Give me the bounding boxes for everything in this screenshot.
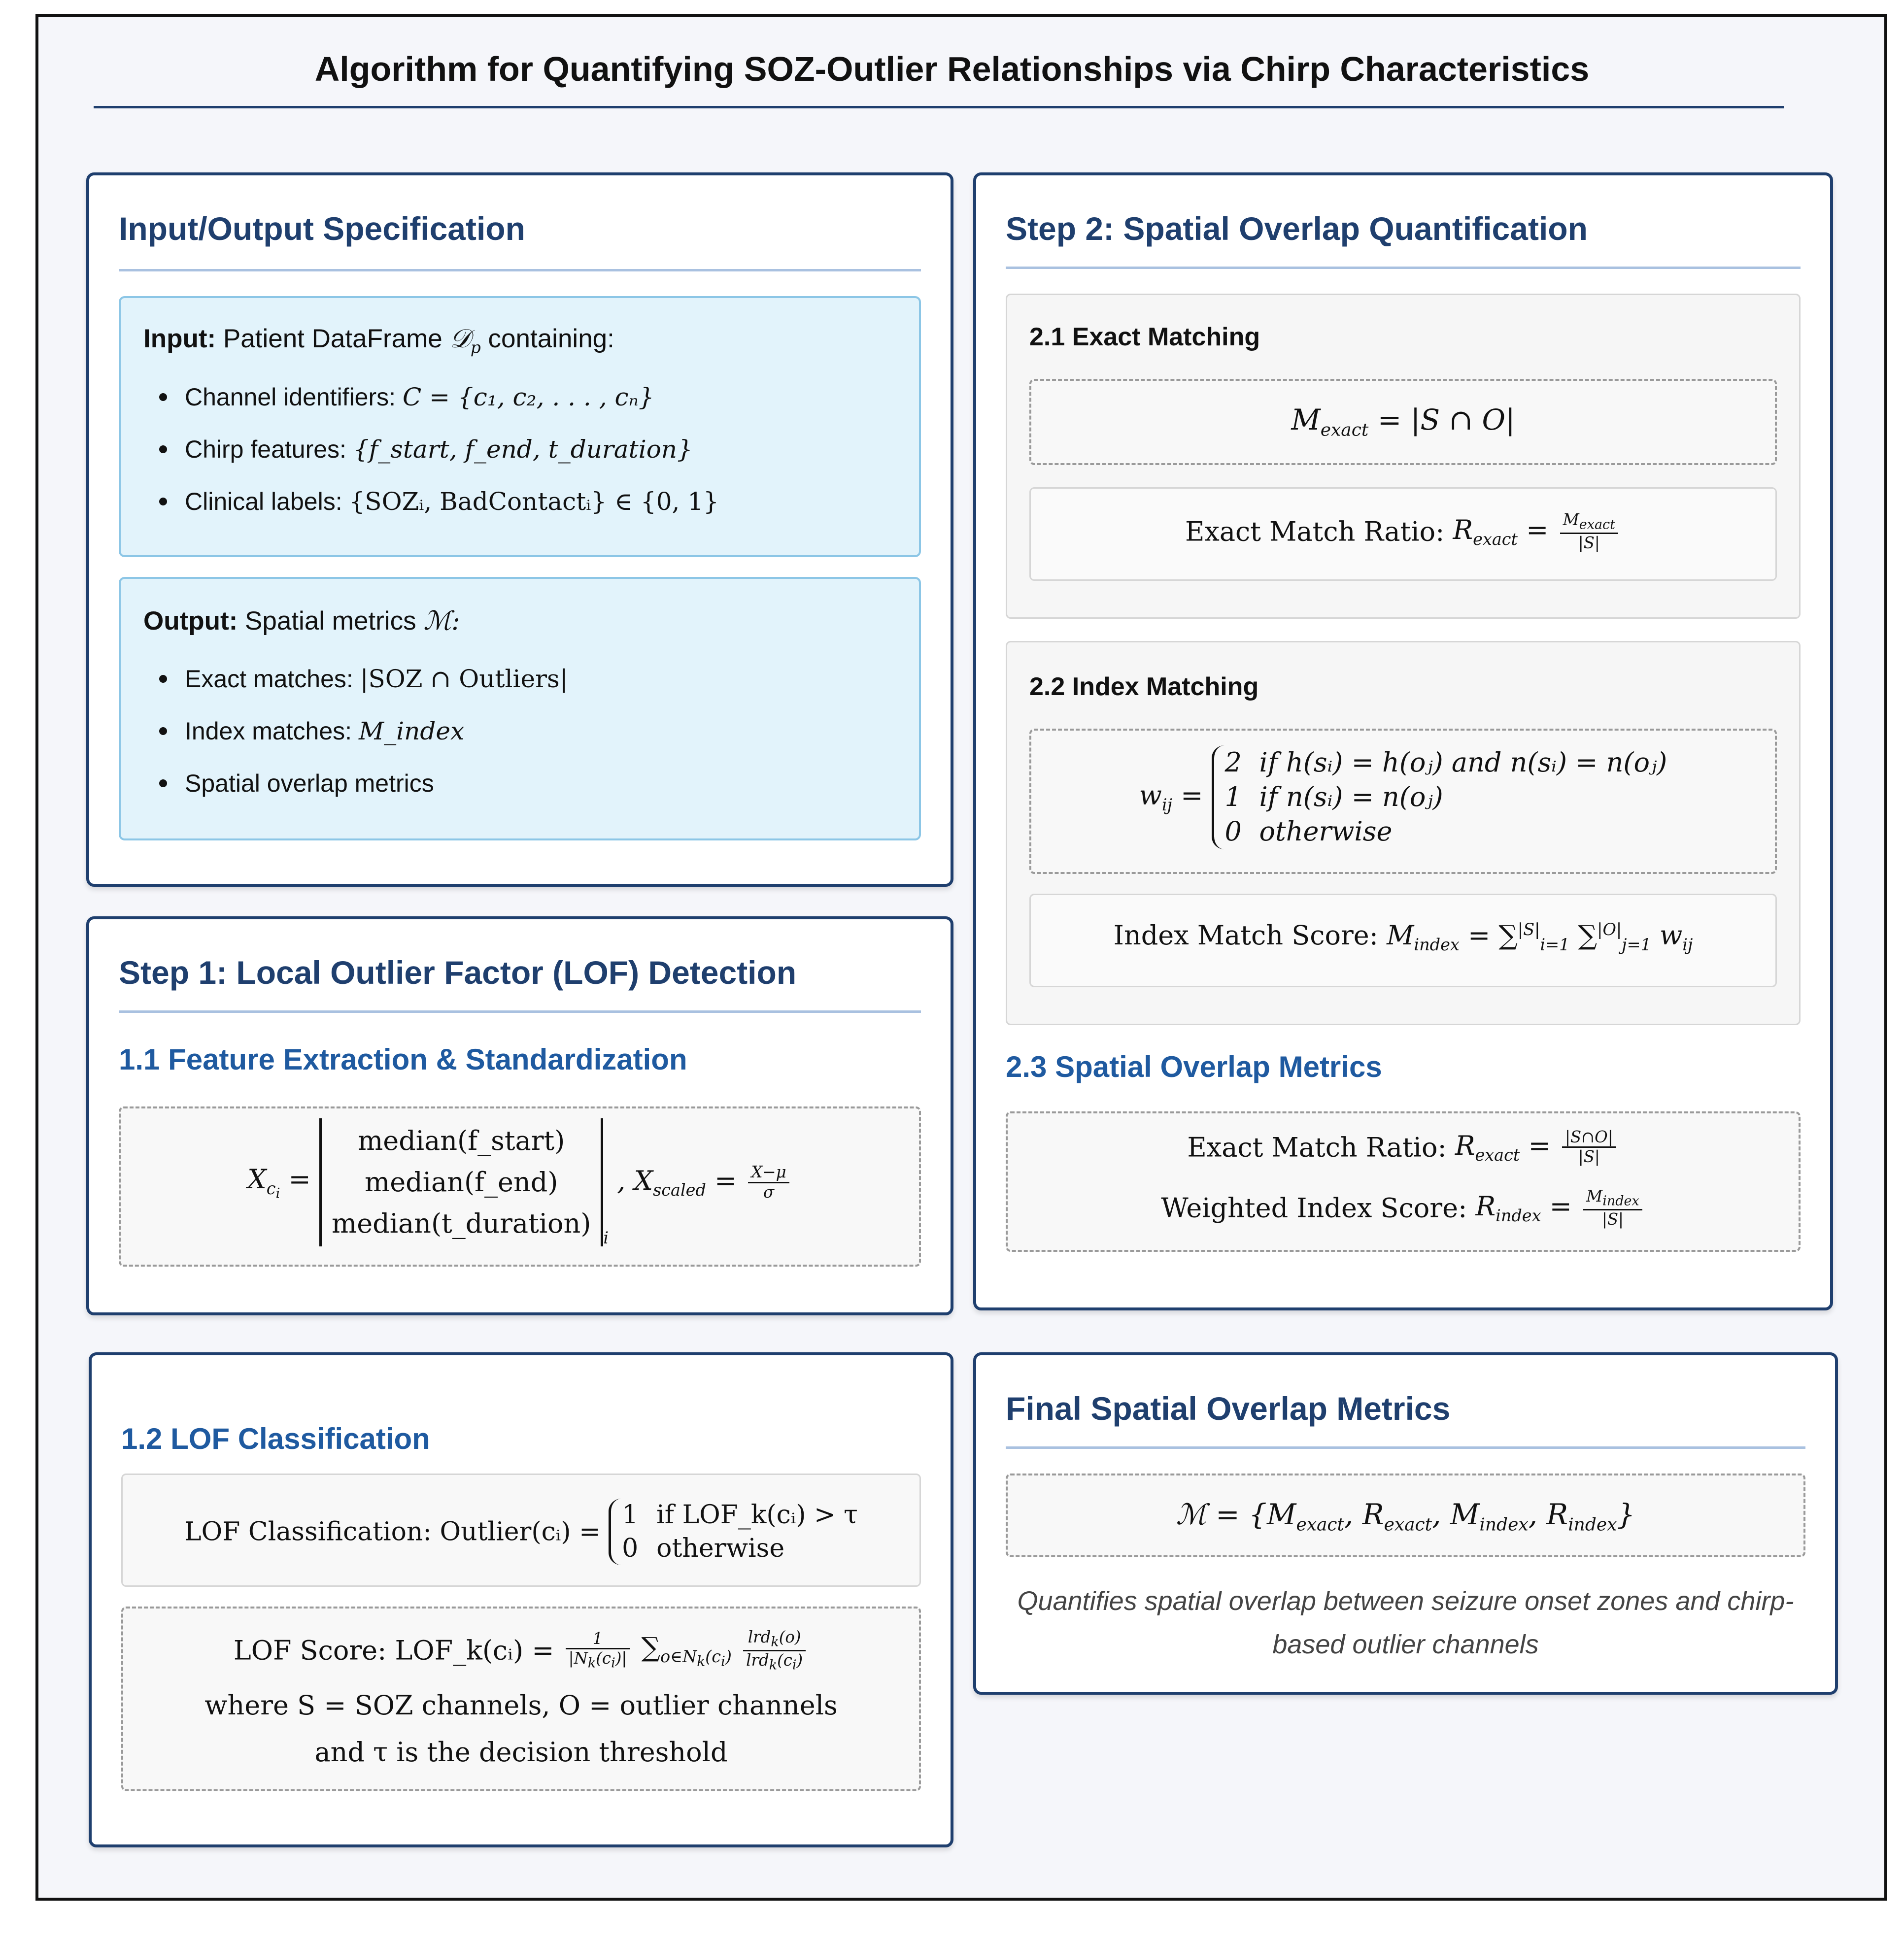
input-label: Input:: [143, 324, 216, 353]
input-box: [119, 296, 921, 557]
output-item-exact: [155, 653, 568, 705]
feature-equation: $X_{c_i}$ = median(f_start) median(f_end) median(t_duration) $_i$ , $X_{scaled}$ = $\frac{X-\mu}{\sigma}$: [121, 1118, 919, 1247]
output-item-text: Index matches:: [185, 717, 352, 745]
output-item-math: M_index: [358, 717, 465, 745]
case-text: otherwise: [1259, 816, 1393, 847]
output-item-text: Exact matches:: [185, 665, 353, 693]
input-item-text: Clinical labels:: [185, 488, 342, 515]
case-text: otherwise: [656, 1533, 785, 1563]
input-item-text: Channel identifiers:: [185, 383, 396, 411]
lof-classification-equation: [123, 1499, 919, 1565]
final-equation: ℳ = {$M_{exact}$, $R_{exact}$, $M_{index}$, $R_{index}$}: [1176, 1498, 1635, 1535]
output-lead: [143, 606, 460, 636]
output-item-math: |SOZ ∩ Outliers|: [360, 665, 568, 693]
step1-card-title: Step 1: Local Outlier Factor (LOF) Detection: [119, 954, 797, 991]
exact-equation: $M_{exact} = |S$ ∩ O|: [1291, 403, 1515, 440]
output-label: Output:: [143, 606, 238, 636]
exact-equation-box: [1029, 379, 1777, 465]
input-symbol: 𝒟: [449, 324, 471, 354]
index-matching-heading: 2.2 Index Matching: [1029, 672, 1259, 701]
input-suffix: containing:: [488, 324, 614, 353]
weighted-label: Weighted Index Score:: [1161, 1192, 1467, 1224]
output-text: Spatial metrics: [245, 606, 416, 636]
feature-matrix: [319, 1118, 603, 1246]
title-divider: [94, 106, 1784, 108]
final-card: [973, 1352, 1838, 1695]
index-score-box: [1029, 894, 1777, 987]
case-text: if n(sᵢ) = n(oⱼ): [1259, 781, 1443, 813]
lof-classification-card: [89, 1352, 953, 1847]
lof-subheading: 1.2 LOF Classification: [121, 1422, 430, 1455]
output-list: [155, 653, 568, 809]
exact-ratio-box: [1029, 487, 1777, 581]
lof-where-line: where S = SOZ channels, O = outlier channels: [204, 1690, 838, 1721]
step1-card-divider: [119, 1010, 921, 1013]
index-score-label: Index Match Score:: [1113, 920, 1378, 951]
exact-ratio-equation: Exact Match Ratio: $R_{exact}$ = $\frac{M_{exact}}{|S|}$: [1031, 511, 1775, 552]
step1-card: [86, 916, 953, 1315]
weight-equation: $w_{ij}$ = 2 if h(sᵢ) = h(oⱼ) and n(sᵢ) = n(oⱼ) 1 if n(sᵢ) = n(oⱼ) 0 otherwise: [1031, 745, 1775, 849]
lof-score-box: [121, 1607, 921, 1791]
weight-cases: 2 if h(sᵢ) = h(oⱼ) and n(sᵢ) = n(oⱼ) 1 if n(sᵢ) = n(oⱼ) 0 otherwise: [1212, 745, 1667, 849]
input-item-text: Chirp features:: [185, 436, 346, 463]
step2-card: [973, 172, 1833, 1310]
final-card-divider: [1006, 1446, 1805, 1449]
final-card-title: Final Spatial Overlap Metrics: [1006, 1390, 1451, 1427]
output-box: [119, 577, 921, 840]
ratio-equation: Exact Match Ratio: $R_{exact}$ = $\frac{|S\cap O|}{|S|}$: [1008, 1128, 1799, 1167]
matrix-row: median(f_end): [364, 1167, 558, 1198]
output-item-text: Spatial overlap metrics: [185, 770, 434, 797]
lof-and-line: and τ is the decision threshold: [314, 1737, 728, 1768]
io-card: [86, 172, 953, 887]
final-equation-box: [1006, 1474, 1805, 1557]
exact-ratio-label: Exact Match Ratio:: [1185, 516, 1445, 547]
input-item-math: {f_start, f_end, t_duration}: [353, 435, 693, 464]
final-note-line1: Quantifies spatial overlap between seizure onset zones and chirp-: [1017, 1586, 1794, 1616]
spatial-metrics-box: [1006, 1111, 1801, 1252]
exact-matching-heading: 2.1 Exact Matching: [1029, 323, 1260, 351]
input-item-channels: [155, 371, 719, 423]
weight-equation-box: [1029, 729, 1777, 874]
input-lead: [143, 324, 614, 357]
lof-score-equation: LOF Score: LOF_k(cᵢ) = $\frac{1}{|N_k(c_i)|}$ $\sum_{o\in N_k(c_i)}$ $\frac{lrd_k(o)}{lrd_k(c_i)}$: [123, 1628, 919, 1673]
input-text: Patient DataFrame: [223, 324, 442, 353]
io-card-divider: [119, 269, 921, 271]
feature-equation-box: [119, 1106, 921, 1267]
input-item-math: C = {c₁, c₂, . . . , cₙ}: [402, 383, 654, 411]
input-item-clinical: [155, 475, 719, 528]
input-item-chirp: [155, 423, 719, 475]
input-symbol-sub: p: [470, 337, 481, 357]
classification-cases: 1 if LOF_k(cᵢ) > τ 0 otherwise: [609, 1499, 858, 1565]
case-text: if LOF_k(cᵢ) > τ: [656, 1500, 858, 1530]
score-label: LOF Score: LOF_k(cᵢ) =: [233, 1635, 554, 1666]
step1-subheading: 1.1 Feature Extraction & Standardization: [119, 1043, 687, 1076]
index-matching-panel: [1006, 641, 1801, 1025]
figure-title: Algorithm for Quantifying SOZ-Outlier Relationships via Chirp Characteristics: [314, 50, 1590, 88]
spatial-metrics-heading: 2.3 Spatial Overlap Metrics: [1006, 1050, 1382, 1083]
classification-label: LOF Classification: Outlier(cᵢ) =: [184, 1517, 601, 1547]
weighted-equation: Weighted Index Score: $R_{index}$ = $\frac{M_{index}}{|S|}$: [1008, 1187, 1799, 1229]
io-card-title: Input/Output Specification: [119, 210, 525, 247]
case-text: if h(sᵢ) = h(oⱼ) and n(sᵢ) = n(oⱼ): [1259, 747, 1667, 778]
final-note-line2: based outlier channels: [1272, 1630, 1539, 1659]
input-list: [155, 371, 719, 528]
index-score-equation: Index Match Score: $M_{index} = \sum^{|S|}_{i=1}$ ∑$^{|O|}_{j=1}$ $w_{ij}$: [1113, 920, 1693, 954]
output-item-index: [155, 705, 568, 757]
output-symbol: ℳ:: [423, 606, 460, 636]
matrix-row: median(t_duration): [331, 1208, 591, 1239]
input-item-math: {SOZᵢ, BadContactᵢ} ∈ {0, 1}: [349, 487, 719, 516]
step2-card-divider: [1006, 267, 1801, 269]
ratio-label: Exact Match Ratio:: [1187, 1132, 1447, 1163]
output-item-spatial: [155, 757, 568, 809]
step2-card-title: Step 2: Spatial Overlap Quantification: [1006, 210, 1588, 247]
matrix-row: median(f_start): [358, 1125, 565, 1156]
exact-matching-panel: [1006, 294, 1801, 619]
lof-classification-box: [121, 1474, 921, 1587]
